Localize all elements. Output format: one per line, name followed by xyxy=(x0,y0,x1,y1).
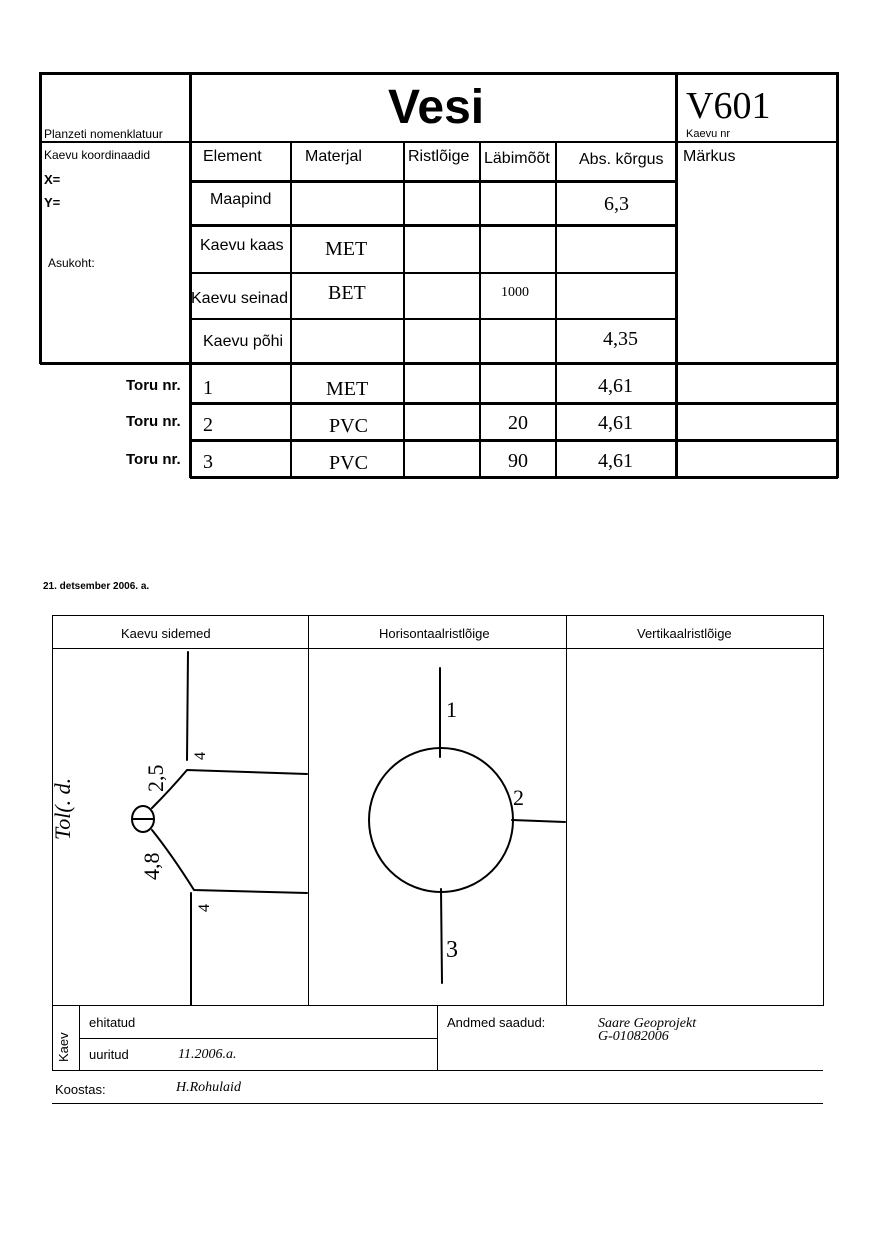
element-name: Maapind xyxy=(210,191,272,208)
map-label: Planzeti nomenklatuur xyxy=(44,127,163,141)
footer-section-label: Kaev xyxy=(56,1032,71,1062)
remarks-label: Märkus xyxy=(683,148,736,165)
pipe-1-label: 1 xyxy=(446,697,457,722)
footer-composed-line xyxy=(52,1103,823,1104)
pipe-label: Toru nr. xyxy=(126,451,181,468)
pipe-material: MET xyxy=(326,378,369,400)
pipe-label: Toru nr. xyxy=(126,377,181,394)
well-id: V601 xyxy=(686,85,771,127)
value-bottom: 4,8 xyxy=(139,852,164,880)
data-source-line-1: Saare Geoprojekt xyxy=(598,1016,697,1031)
side-label: Tol(. d. xyxy=(50,777,75,840)
col-header-diameter: Läbimõõt xyxy=(484,150,550,167)
document-date: 21. detsember 2006. a. xyxy=(43,581,150,592)
x-coord-label: X= xyxy=(44,172,61,187)
composed-label: Koostas: xyxy=(55,1082,106,1097)
pipe-height: 4,61 xyxy=(598,412,633,434)
well-id-caption: Kaevu nr xyxy=(686,128,731,140)
element-name: Kaevu põhi xyxy=(203,333,284,350)
col-header-element: Element xyxy=(203,148,262,165)
element-name: Kaevu kaas xyxy=(200,237,284,254)
element-diameter: 1000 xyxy=(501,285,529,300)
element-height: 6,3 xyxy=(604,193,629,215)
pipe-height: 4,61 xyxy=(598,375,633,397)
footer-left-border xyxy=(52,1006,53,1070)
data-source-line-2: G-01082006 xyxy=(598,1029,669,1044)
measured-label: uuritud xyxy=(89,1047,129,1062)
built-label: ehitatud xyxy=(89,1015,136,1030)
connection-vertical-top xyxy=(187,652,188,760)
col-header-height: Abs. kõrgus xyxy=(579,151,664,168)
pipe-3-line xyxy=(441,889,442,983)
composed-value: H.Rohulaid xyxy=(176,1080,241,1095)
element-height: 4,35 xyxy=(603,328,638,350)
location-label: Asukoht: xyxy=(48,256,95,270)
pipe-2-label: 2 xyxy=(513,785,524,810)
col-header-material: Materjal xyxy=(305,148,362,165)
pipe-diameter: 20 xyxy=(508,412,528,434)
footer-mid-divider xyxy=(437,1006,438,1070)
form-title: Vesi xyxy=(388,81,485,134)
footer-row-divider xyxy=(79,1038,437,1039)
connection-lower-branch xyxy=(152,830,307,893)
data-source-label: Andmed saadud: xyxy=(447,1015,546,1030)
sketch-header-horizontal: Horisontaalristlõige xyxy=(379,626,490,641)
branch-bottom: 4 xyxy=(196,904,213,912)
sketch-header-connections: Kaevu sidemed xyxy=(121,626,211,641)
value-top: 2,5 xyxy=(143,764,168,792)
element-material: MET xyxy=(325,238,368,260)
coords-label: Kaevu koordinaadid xyxy=(44,148,151,162)
pipe-3-label: 3 xyxy=(446,937,458,963)
pipe-height: 4,61 xyxy=(598,450,633,472)
pipe-diameter: 90 xyxy=(508,450,528,472)
pipe-2-line xyxy=(512,820,565,822)
connection-upper-branch xyxy=(152,770,307,808)
measured-value: 11.2006.a. xyxy=(178,1047,237,1062)
pipe-number: 3 xyxy=(203,451,213,473)
branch-top: 4 xyxy=(192,752,209,760)
pipe-number: 2 xyxy=(203,414,213,436)
sketch-header-vertical: Vertikaalristlõige xyxy=(637,626,732,641)
pipe-material: PVC xyxy=(329,452,368,474)
element-name: Kaevu seinad xyxy=(191,290,288,307)
element-material: BET xyxy=(328,282,366,304)
col-header-cross: Ristlõige xyxy=(408,148,470,165)
footer-bottom-line xyxy=(52,1070,823,1071)
well-circle xyxy=(369,748,513,892)
pipe-number: 1 xyxy=(203,377,213,399)
pipe-label: Toru nr. xyxy=(126,413,181,430)
y-coord-label: Y= xyxy=(44,195,61,210)
pipe-material: PVC xyxy=(329,415,368,437)
